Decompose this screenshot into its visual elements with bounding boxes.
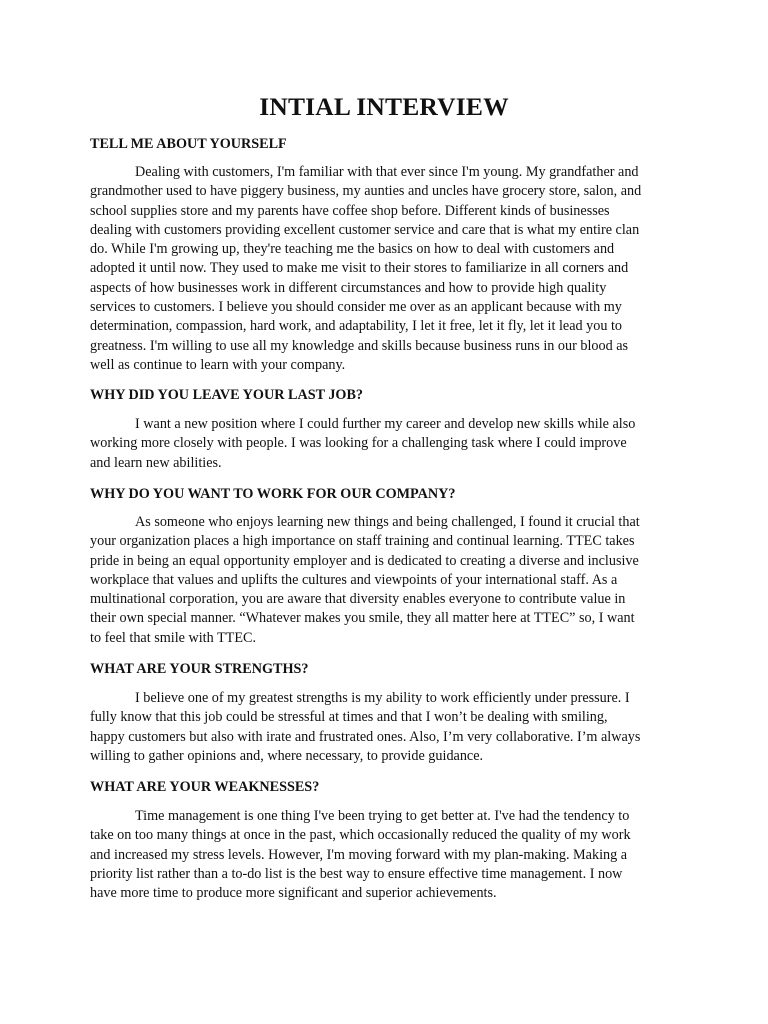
paragraph-line: workplace that values and uplifts the cultures and viewpoints of your international staff. As a bbox=[90, 571, 618, 588]
paragraph-line: I believe one of my greatest strengths is my ability to work efficiently under pressure. I bbox=[135, 690, 630, 706]
paragraph-line: well as continue to learn with your company. bbox=[90, 356, 346, 373]
section-heading-strengths: WHAT ARE YOUR STRENGTHS? bbox=[90, 661, 309, 677]
paragraph-line: and learn new abilities. bbox=[90, 454, 222, 471]
section-heading-why-leave-last-job: WHY DID YOU LEAVE YOUR LAST JOB? bbox=[90, 387, 364, 403]
paragraph-line: dealing with customers providing excellent customer service and care that is what my entire clan bbox=[90, 221, 640, 238]
paragraph-line: pride in being an equal opportunity employer and is dedicated to creating a diverse and inclusive bbox=[90, 552, 639, 569]
paragraph-line: willing to gather opinions and, where necessary, to provide guidance. bbox=[90, 747, 484, 764]
paragraph-line: services to customers. I believe you should consider me over as an applicant because with my bbox=[90, 299, 622, 316]
paragraph-line: aspects of how businesses work in different circumstances and how to provide high quality bbox=[90, 279, 607, 296]
paragraph-line: grandmother used to have piggery business, my aunties and uncles have grocery store, salon, and bbox=[90, 183, 642, 200]
document-title: INTIAL INTERVIEW bbox=[259, 92, 509, 121]
paragraph-line: fully know that this job could be stressful at times and that I won’t be dealing with smiling, bbox=[90, 709, 608, 726]
section-body-why-work-for-company bbox=[90, 513, 690, 648]
paragraph-line: multinational corporation, you are aware that diversity enables everyone to contribute value in bbox=[90, 591, 626, 608]
paragraph-line: do. While I'm growing up, they're teaching me the basics on how to deal with customers and bbox=[90, 241, 615, 258]
paragraph-line: determination, compassion, hard work, and adaptability, I let it free, let it fly, let it lead you to bbox=[90, 318, 623, 335]
paragraph-line: priority list rather than a to-do list is the best way to ensure effective time management. I now bbox=[90, 865, 623, 882]
paragraph-line: Time management is one thing I've been trying to get better at. I've had the tendency to bbox=[135, 808, 630, 824]
section-body-weaknesses bbox=[90, 807, 690, 903]
paragraph-line: their own special manner. “Whatever makes you smile, they all matter here at TTEC” so, I want bbox=[90, 610, 635, 627]
paragraph-line: your organization places a high importance on staff training and continual learning. TTEC takes bbox=[90, 533, 635, 550]
paragraph-line: As someone who enjoys learning new things and being challenged, I found it crucial that bbox=[135, 514, 640, 530]
paragraph-line: have more time to produce more significant and superior achievements. bbox=[90, 885, 497, 902]
paragraph-line: and increased my stress levels. However, I'm moving forward with my plan-making. Making a bbox=[90, 846, 628, 863]
section-body-strengths bbox=[90, 689, 690, 766]
section-heading-weaknesses: WHAT ARE YOUR WEAKNESSES? bbox=[90, 779, 320, 795]
section-body-why-leave-last-job bbox=[90, 415, 690, 473]
paragraph-line: greatness. I'm willing to use all my knowledge and skills because business runs in our blood as bbox=[90, 337, 629, 354]
paragraph-line: working more closely with people. I was looking for a challenging task where I could improve bbox=[90, 435, 627, 452]
paragraph-line: I want a new position where I could further my career and develop new skills while also bbox=[135, 416, 636, 432]
paragraph-line: to feel that smile with TTEC. bbox=[90, 629, 257, 646]
section-body-tell-me-about-yourself bbox=[90, 163, 690, 375]
section-heading-tell-me-about-yourself: TELL ME ABOUT YOURSELF bbox=[90, 136, 287, 152]
section-heading-why-work-for-company: WHY DO YOU WANT TO WORK FOR OUR COMPANY? bbox=[90, 486, 456, 502]
paragraph-line: adopted it until now. They used to make me visit to their stores to familiarize in all corners and bbox=[90, 260, 629, 277]
paragraph-line: Dealing with customers, I'm familiar with that ever since I'm young. My grandfather and bbox=[135, 164, 639, 180]
paragraph-line: school supplies store and my parents have coffee shop before. Different kinds of businesses bbox=[90, 202, 610, 219]
paragraph-line: take on too many things at once in the past, which occasionally reduced the quality of my work bbox=[90, 827, 631, 844]
paragraph-line: happy customers but also with irate and frustrated ones. Also, I’m very collaborative. I’m always bbox=[90, 728, 641, 745]
